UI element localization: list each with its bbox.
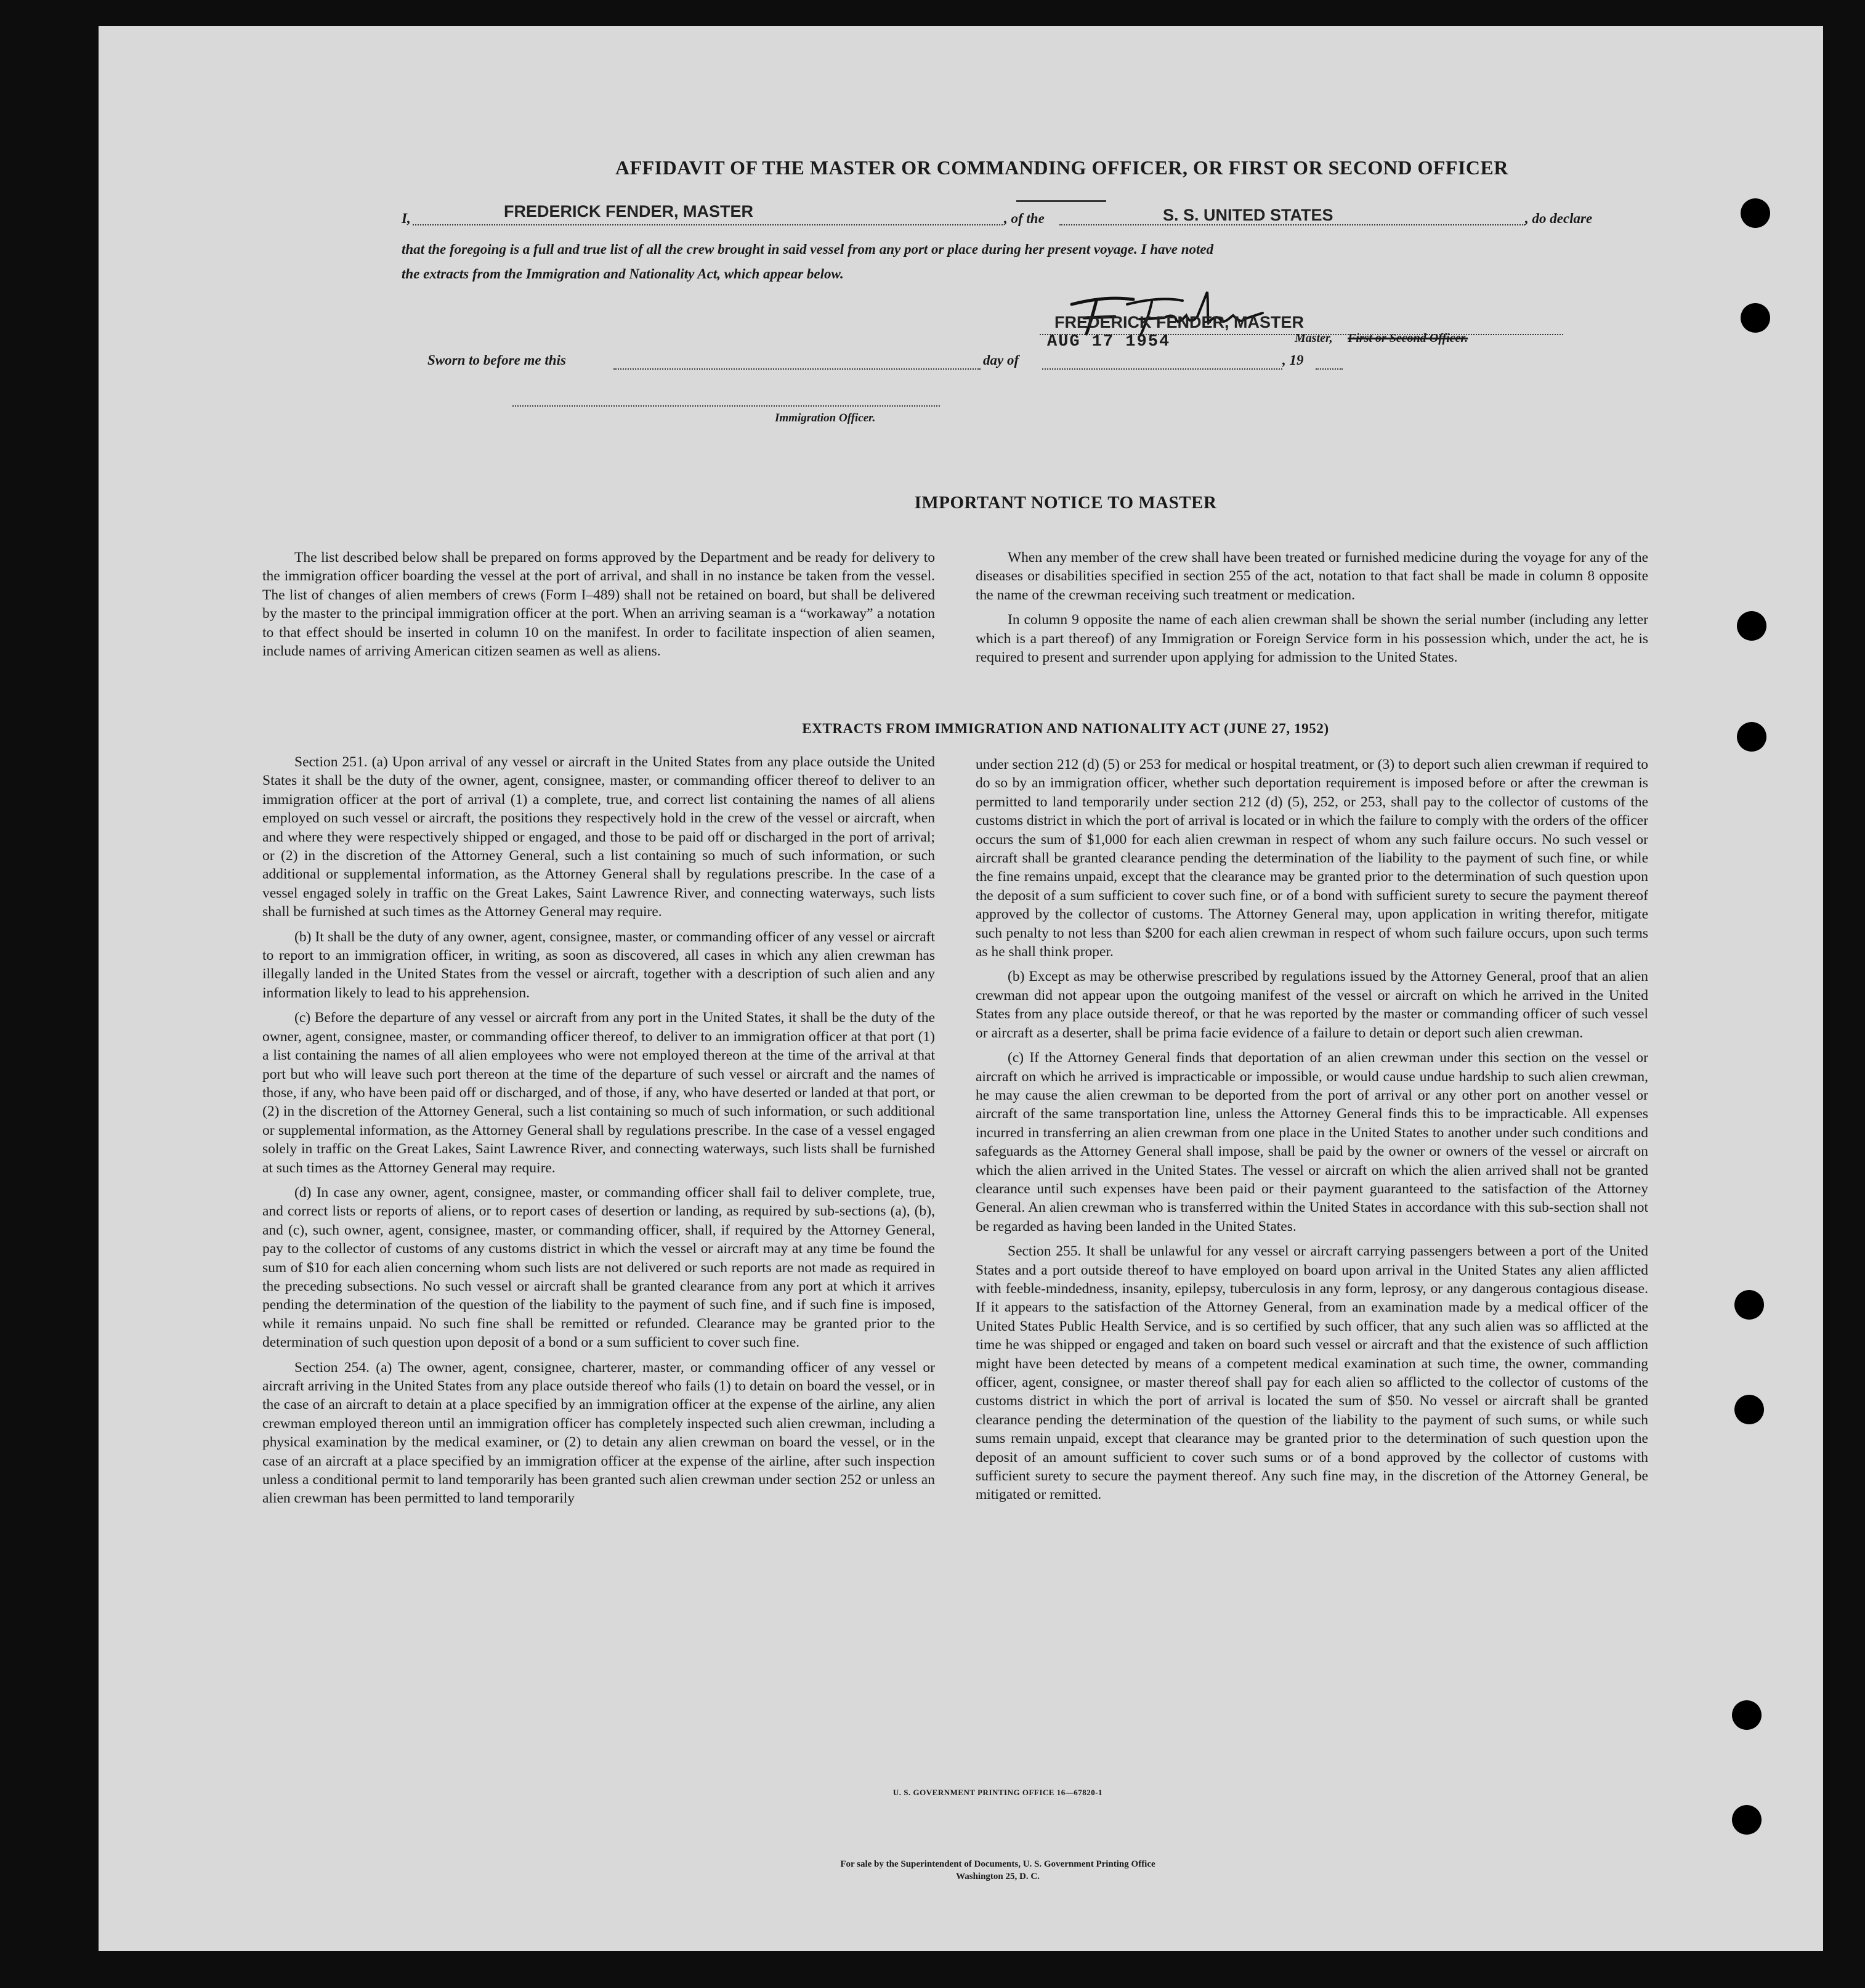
form-page <box>99 26 1823 1951</box>
immigration-officer-label: Immigration Officer. <box>775 412 876 424</box>
extracts-left-column <box>262 753 935 1508</box>
vessel-name-typed: S. S. UNITED STATES <box>1163 206 1333 224</box>
sworn-label: Sworn to before me this <box>427 352 566 368</box>
section-251-a: Section 251. (a) Upon arrival of any vessel or aircraft in the United States from any place outside the United States it shall be the duty of the owner, agent, consignee, master, or commanding officer thereof to deliver to an immigration officer at the port of arrival (1) a complete, true, and correct list containing the names of all aliens employed on such vessel or aircraft, the positions they respectively hold in the crew of the vessel or aircraft, when and where they were respectively shipped or engaged, and those to be paid off or discharged in the port of arrival; or (2) in the discretion of the Attorney General, such a list containing so much of such information, or such additional or supplemental information, as the Attorney General shall by regulations prescribe. In the case of a vessel engaged solely in traffic on the Great Lakes, Saint Lawrence River, and connecting waterways, such lists shall be furnished at such times as the Attorney General may require. <box>262 754 935 920</box>
notice-heading: IMPORTANT NOTICE TO MASTER <box>914 493 1217 513</box>
struck-officer-label: First or Second Officer. <box>1348 331 1468 345</box>
sworn-year-line <box>1316 368 1343 370</box>
extracts-heading: EXTRACTS FROM IMMIGRATION AND NATIONALITY ACT (JUNE 27, 1952) <box>802 721 1329 736</box>
section-254-a: Section 254. (a) The owner, agent, consignee, charterer, master, or commanding officer of any vessel or aircraft arriving in the United States from any place outside thereof who fails (1) to detain on board the vessel, or in the case of an aircraft to detain at a place specified by an immigration officer at the expense of the airline, any alien crewman employed thereon until an immigration officer has completely inspected such alien crewman, including a physical examination by the medical examiner, or (2) to detain any alien crewman on board the vessel, or in the case of an aircraft at a place specified by an immigration officer at the expense of the airline, after such inspection unless a conditional permit to land temporarily has been granted such alien crewman under section 252 or unless an alien crewman has been permitted to land temporarily <box>262 1359 935 1507</box>
of-the-label: , of the <box>1004 211 1045 226</box>
master-name-typed: FREDERICK FENDER, MASTER <box>504 202 754 221</box>
i-label: I, <box>402 211 411 226</box>
punch-hole <box>1732 1805 1762 1835</box>
punch-hole <box>1737 722 1766 752</box>
section-254-c: (c) If the Attorney General finds that deportation of an alien crewman under this section on the vessel or aircraft on which he arrived is impracticable or impossible, or would cause undue hardship to such alien crewman, he may cause the alien crewman to be deported from the port of arrival or any other port on another vessel or aircraft of the same transportation line, unless the Attorney General finds this to be impracticable. All expenses incurred in transferring an alien crewman from one place in the United States to another under such conditions and safeguards as the Attorney General shall impose, shall be paid by the owner or owners of the vessel or aircraft on which the alien arrived in the United States. The vessel or aircraft on which the alien arrived shall not be granted clearance until such expenses have been paid or their payment guaranteed to the satisfaction of the Attorney General. An alien crewman who is transferred within the United States in accordance with this sub-section shall not be regarded as having been landed in the United States. <box>976 1050 1648 1235</box>
declaration-line-2: the extracts from the Immigration and Nationality Act, which appear below. <box>402 266 844 282</box>
section-251-b: (b) It shall be the duty of any owner, agent, consignee, master, or commanding officer of any vessel or aircraft to report to an immigration officer, in writing, as soon as discovered, all cases in which any alien crewman has illegally landed in the United States from the vessel or aircraft, together with a description of such alien and any information likely to lead to his apprehension. <box>262 928 935 1001</box>
immigration-officer-line <box>512 405 940 407</box>
notice-right-paragraph-1: When any member of the crew shall have been treated or furnished medicine during the voyage for any of the diseases or disabilities specified in section 255 of the act, notation to that fact shall be made in column 8 opposite the name of the crewman receiving such treatment or medication. <box>976 550 1648 603</box>
year-label: , 19 <box>1282 352 1304 368</box>
title-rule <box>1016 200 1106 202</box>
print-code: U. S. GOVERNMENT PRINTING OFFICE 16—67820-1 <box>892 1788 1103 1797</box>
section-251-c: (c) Before the departure of any vessel or aircraft from any port in the United States, it shall be the duty of the owner, agent, consignee, master, or commanding officer thereof, to deliver to an immigration officer at that port (1) a list containing the names of all alien employees who were not employed thereon at the time of the arrival at that port but who will leave such port thereon at the time of the departure of such vessel or aircraft and the names of those, if any, who have been paid off or discharged, and of those, if any, who have deserted or landed at that port, or (2) in the discretion of the Attorney General, such a list containing so much of such information, or such additional or supplemental information, as the Attorney General shall by regulations prescribe. In the case of a vessel engaged solely in traffic on the Great Lakes, Saint Lawrence River, and connecting waterways, such lists shall be furnished at such times as the Attorney General may require. <box>262 1010 935 1176</box>
punch-hole <box>1732 1700 1762 1730</box>
affidavit-title: AFFIDAVIT OF THE MASTER OR COMMANDING OFFICER, OR FIRST OR SECOND OFFICER <box>615 156 1508 179</box>
punch-hole <box>1734 1395 1764 1424</box>
section-251-d: (d) In case any owner, agent, consignee, master, or commanding officer shall fail to deliver complete, true, and correct lists or reports of aliens, or to report cases of desertion or landing, as required by sub-sections (a), (b), and (c), such owner, agent, consignee, master, or commanding officer, shall, if required by the Attorney General, pay to the collector of customs of any customs district in which the vessel or aircraft may at any time be found the sum of $10 for each alien concerning whom such lists are not delivered or such reports are not made as required in the preceding subsections. No such vessel or aircraft shall be granted clearance from any port at which it arrives pending the determination of the question of the liability to the payment of such fine, and if such fine is imposed, while it remains unpaid. No such fine shall be remitted or refunded. Clearance may be granted prior to the determination of such question upon deposit of a bond or a sum sufficient to cover such fine. <box>262 1184 935 1351</box>
declaration-line-1: that the foregoing is a full and true list of all the crew brought in said vessel from any port or place during her present voyage. I have noted <box>402 241 1214 257</box>
notice-right-column <box>976 548 1648 673</box>
sale-line-1: For sale by the Superintendent of Documents, U. S. Government Printing Office <box>840 1859 1155 1869</box>
section-255: Section 255. It shall be unlawful for any vessel or aircraft carrying passengers between a port of the United States and a port outside thereof to have employed on board upon arrival in the United States any alien afflicted with feeble-mindedness, insanity, epilepsy, tuberculosis in any form, leprosy, or any dangerous contagious disease. If it appears to the satisfaction of the Attorney General, from an examination made by a medical officer of the United States Public Health Service, and is so certified by such officer, that any such alien was so afflicted at the time he was shipped or engaged and taken on board such vessel or aircraft and that the existence of such affliction might have been detected by means of a competent medical examination at such time, the owner, commanding officer, agent, consignee, or master thereof shall pay for each alien so afflicted to the collector of customs of the customs district in which the port of arrival is located the sum of $50. No vessel or aircraft shall be granted clearance pending the determination of the question of the liability to the payment of such sums, or while such sums remain unpaid, except that clearance may be granted prior to the determination of such question upon the deposit of an amount sufficient to cover such sums or of a bond approved by the collector of customs with sufficient surety to secure the payment thereof. Any such fine may, in the discretion of the Attorney General, be mitigated or remitted. <box>976 1243 1648 1503</box>
section-254-b: (b) Except as may be otherwise prescribed by regulations issued by the Attorney General, proof that an alien crewman did not appear upon the outgoing manifest of the vessel or aircraft on which he arrived in the United States from any place outside thereof, or that he was reported by the master or commanding officer of such vessel or aircraft as a deserter, shall be prima facie evidence of a failure to detain or deport such alien crewman. <box>976 968 1648 1041</box>
sworn-month-line <box>1042 368 1282 370</box>
section-254-a-continued: under section 212 (d) (5) or 253 for medical or hospital treatment, or (3) to deport such alien crewman if required to do so by an immigration officer, whether such deportation requirement is imposed before or after the crewman is permitted to land temporarily under section 212 (d) (5), 252, or 253, shall pay to the collector of customs of the customs district in which the port of arrival is located or in which the failure to comply with the orders of the officer occurs the sum of $1,000 for each alien crewman in respect of whom any such failure occurs. No such vessel or aircraft shall be granted clearance pending the determination of the liability to the payment of such fine, or while the fine remains unpaid, except that the clearance may be granted prior to the determination of such question upon the deposit of a sum sufficient to cover such fine, or of a bond with sufficient surety to secure the payment thereof approved by the collector of customs. The Attorney General may, upon application in writing therefor, mitigate such penalty to not less than $200 for each alien crewman in respect of whom such failure occurs, upon such terms as he shall think proper. <box>976 757 1649 960</box>
extracts-right-column <box>976 755 1648 1511</box>
name-field-line <box>413 224 1003 225</box>
day-of-label: day of <box>983 352 1019 368</box>
punch-hole <box>1737 611 1766 641</box>
master-role-label: Master, <box>1295 331 1333 345</box>
notice-left-paragraph: The list described below shall be prepared on forms approved by the Department and be ready for delivery to the immigration officer boarding the vessel at the port of arrival, and shall in no instance be taken from the vessel. The list of changes of alien members of crews (Form I–489) shall not be retained on board, but shall be delivered by the master to the principal immigration officer at the port. When an arriving seaman is a “workaway” a notation to that effect should be inserted in column 10 on the manifest. In order to facilitate inspection of alien seamen, include names of arriving American citizen seamen as well as aliens. <box>262 550 935 660</box>
punch-hole <box>1741 303 1770 333</box>
sale-line-2: Washington 25, D. C. <box>956 1872 1040 1881</box>
punch-hole <box>1734 1290 1764 1320</box>
signatory-typed: FREDERICK FENDER, MASTER <box>1054 313 1305 331</box>
date-stamp: AUG 17 1954 <box>1047 333 1171 351</box>
notice-right-paragraph-2: In column 9 opposite the name of each alien crewman shall be shown the serial number (including any letter which is a part thereof) of any Immigration or Foreign Service form in his possession which, under the act, he is required to present and surrender upon applying for admission to the United States. <box>976 612 1648 666</box>
do-declare-label: , do declare <box>1525 211 1593 226</box>
punch-hole <box>1741 198 1770 228</box>
sworn-day-line <box>613 368 981 370</box>
notice-left-column <box>262 548 935 667</box>
